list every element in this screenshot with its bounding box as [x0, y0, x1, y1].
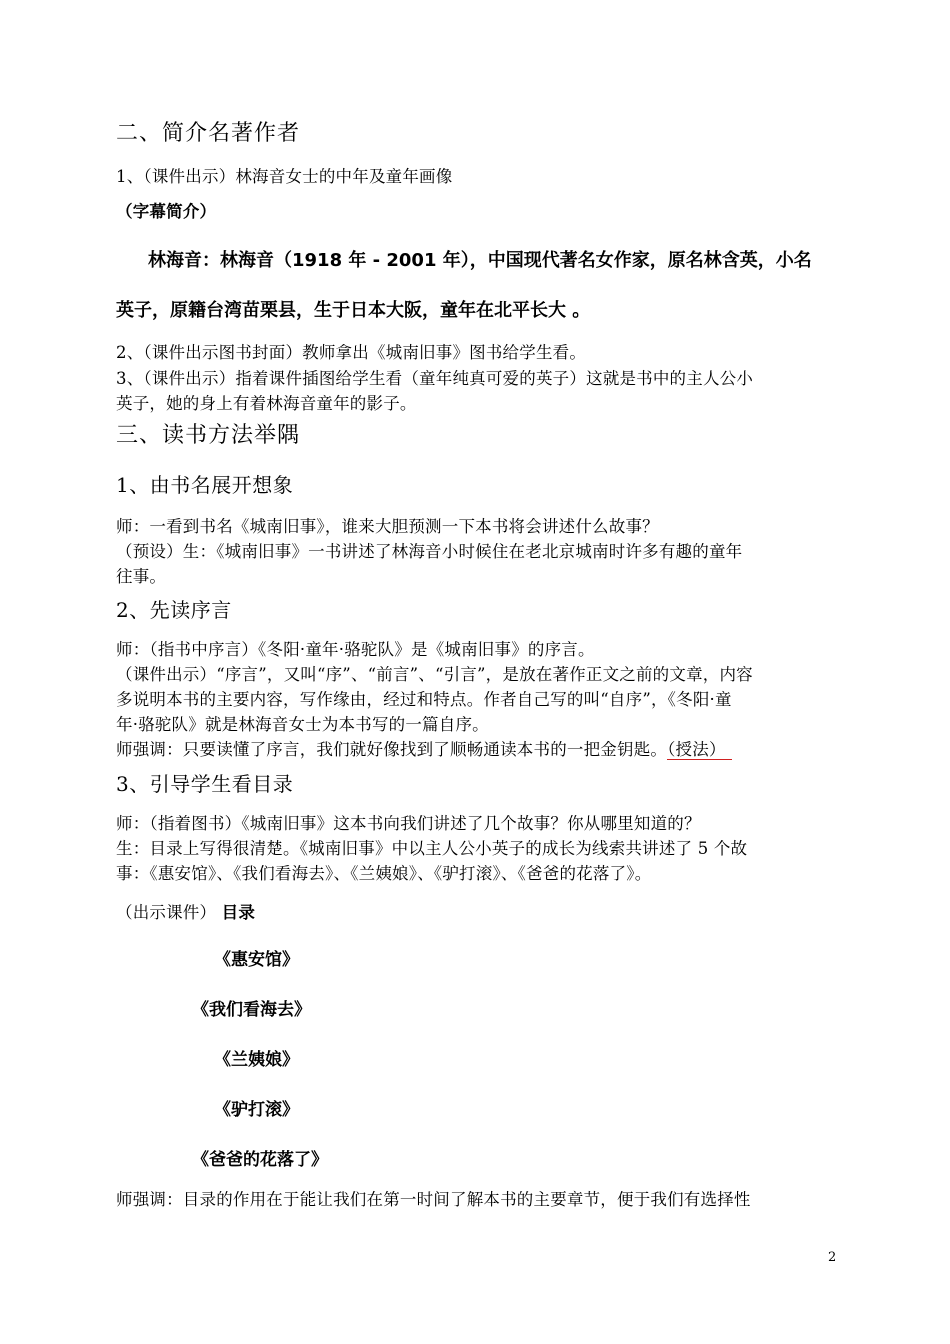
section-heading-author: 二、简介名著作者	[116, 121, 301, 146]
paragraph-line: 师：一看到书名《城南旧事》，谁来大胆预测一下本书将会讲述什么故事？	[116, 517, 659, 536]
item-illustration-line-2: 英子，她的身上有着林海音童年的影子。	[116, 394, 417, 413]
subheading-contents: 3、引导学生看目录	[116, 772, 294, 796]
toc-item: 《我们看海去》	[192, 1000, 311, 1020]
paragraph-line: （预设）生：《城南旧事》一书讲述了林海音小时候住在老北京城南时许多有趣的童年	[116, 542, 743, 561]
item-portrait: 1、（课件出示）林海音女士的中年及童年画像	[116, 167, 453, 186]
closing-line: 师强调：目录的作用在于能让我们在第一时间了解本书的主要章节，便于我们有选择性	[116, 1190, 751, 1209]
bio-line-1: 林海音：林海音（1918 年 - 2001 年），中国现代著名女作家，原名林含英，小名	[148, 250, 812, 271]
paragraph-line: 往事。	[116, 567, 167, 586]
section-heading-methods: 三、读书方法举隅	[116, 423, 301, 448]
caption-label: （字幕简介）	[116, 202, 217, 221]
paragraph-line: （课件出示）“序言”，又叫“序”、“前言”、“引言”，是放在著作正文之前的文章，内容	[116, 665, 753, 684]
method-annotation: （授法）	[667, 740, 732, 760]
toc-item: 《惠安馆》	[214, 950, 299, 970]
item-illustration-line-1: 3、（课件出示）指着课件插图给学生看（童年纯真可爱的英子）这就是书中的主人公小	[116, 369, 754, 388]
page-number: 2	[828, 1250, 837, 1265]
toc-item: 《兰姨娘》	[214, 1050, 299, 1070]
paragraph-line: 师：（指书中序言）《冬阳·童年·骆驼队》是《城南旧事》的序言。	[116, 640, 595, 659]
toc-header-line	[116, 899, 255, 923]
emphasis-line	[116, 736, 732, 760]
toc-title: 目录	[221, 903, 256, 922]
toc-prefix: （出示课件）	[116, 903, 217, 922]
paragraph-line: 生：目录上写得很清楚。《城南旧事》中以主人公小英子的成长为线索共讲述了 5 个故	[116, 839, 748, 858]
toc-item: 《驴打滚》	[214, 1100, 299, 1120]
paragraph-line: 师：（指着图书）《城南旧事》这本书向我们讲述了几个故事？你从哪里知道的？	[116, 814, 701, 833]
paragraph-line: 事：《惠安馆》、《我们看海去》、《兰姨娘》、《驴打滚》、《爸爸的花落了》。	[116, 864, 652, 883]
toc-item: 《爸爸的花落了》	[192, 1150, 328, 1170]
paragraph-line: 年·骆驼队》就是林海音女士为本书写的一篇自序。	[116, 715, 489, 734]
subheading-title-imagination: 1、由书名展开想象	[116, 473, 294, 497]
bio-line-2: 英子，原籍台湾苗栗县，生于日本大阪，童年在北平长大 。	[116, 300, 591, 321]
subheading-preface: 2、先读序言	[116, 598, 232, 622]
paragraph-line: 多说明本书的主要内容，写作缘由，经过和特点。作者自己写的叫“自序”，《冬阳·童	[116, 690, 732, 709]
emphasis-text: 师强调：只要读懂了序言，我们就好像找到了顺畅通读本书的一把金钥匙。	[116, 740, 668, 759]
item-cover: 2、（课件出示图书封面）教师拿出《城南旧事》图书给学生看。	[116, 343, 587, 362]
